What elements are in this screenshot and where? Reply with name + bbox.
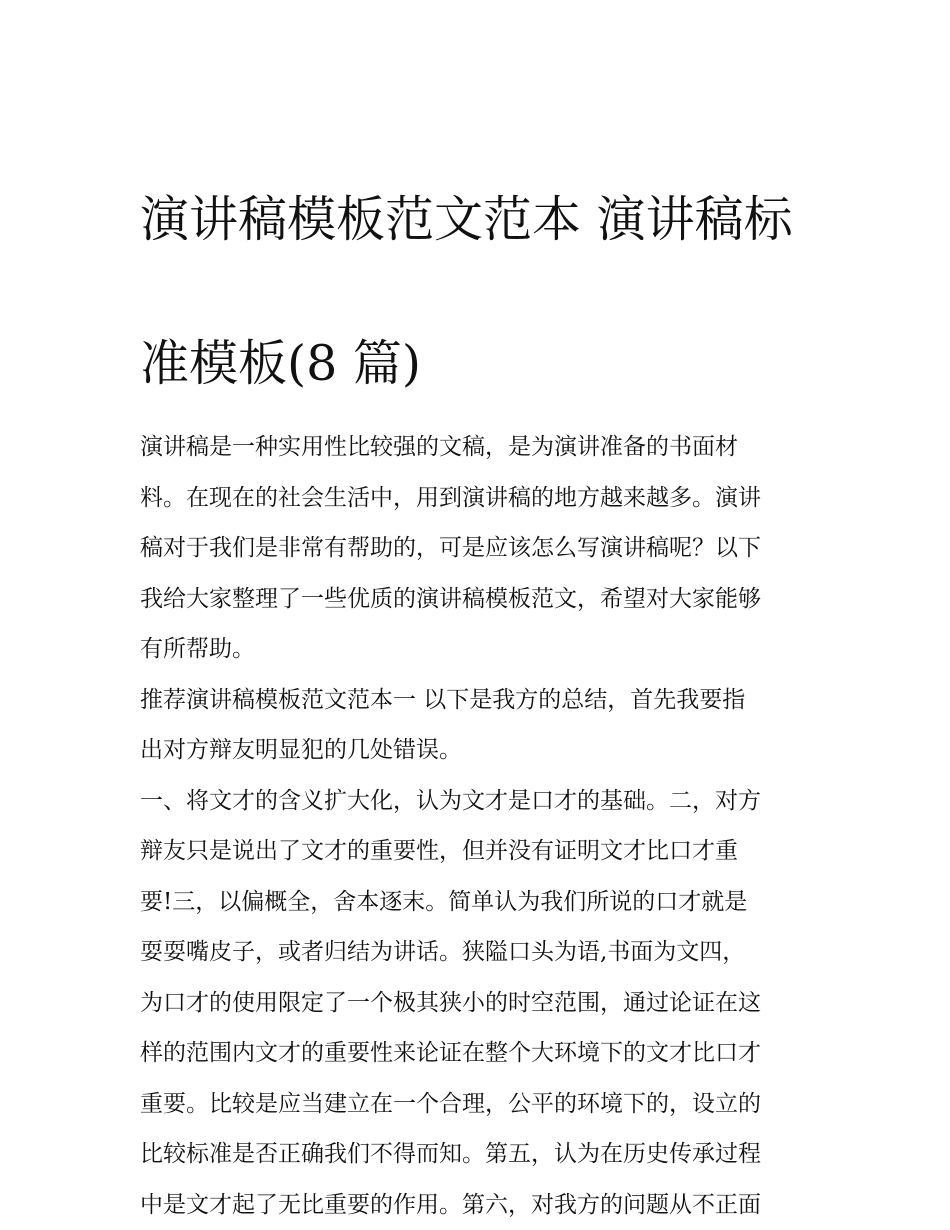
body-line: 中是文才起了无比重要的作用。第六，对我方的问题从不正面 xyxy=(140,1180,812,1230)
title-line-1: 演讲稿模板范文范本 演讲稿标 xyxy=(140,191,793,248)
body-line: 一、将文才的含义扩大化，认为文才是口才的基础。二，对方 xyxy=(140,776,812,827)
document-page xyxy=(140,112,812,1230)
body-line: 样的范围内文才的重要性来论证在整个大环境下的文才比口才 xyxy=(140,1028,812,1079)
body-line: 比较标准是否正确我们不得而知。第五，认为在历史传承过程 xyxy=(140,1129,812,1180)
body-line: 辩友只是说出了文才的重要性，但并没有证明文才比口才重 xyxy=(140,826,812,877)
body-line: 出对方辩友明显犯的几处错误。 xyxy=(140,725,812,776)
body-line: 我给大家整理了一些优质的演讲稿模板范文，希望对大家能够 xyxy=(140,574,812,625)
body-line: 料。在现在的社会生活中，用到演讲稿的地方越来越多。演讲 xyxy=(140,473,812,524)
body-line: 推荐演讲稿模板范文范本一 以下是我方的总结，首先我要指 xyxy=(140,675,812,726)
document-body xyxy=(140,422,812,1230)
body-line: 重要。比较是应当建立在一个合理，公平的环境下的，设立的 xyxy=(140,1079,812,1130)
body-line: 有所帮助。 xyxy=(140,624,812,675)
body-line: 耍耍嘴皮子，或者归结为讲话。狭隘口头为语,书面为文四， xyxy=(140,927,812,978)
body-line: 要!三，以偏概全，舍本逐末。简单认为我们所说的口才就是 xyxy=(140,877,812,928)
document-title xyxy=(140,112,812,400)
title-line-2: 准模板(8 篇) xyxy=(140,335,421,392)
body-line: 演讲稿是一种实用性比较强的文稿，是为演讲准备的书面材 xyxy=(140,422,812,473)
body-line: 为口才的使用限定了一个极其狭小的时空范围，通过论证在这 xyxy=(140,978,812,1029)
body-line: 稿对于我们是非常有帮助的，可是应该怎么写演讲稿呢？以下 xyxy=(140,523,812,574)
